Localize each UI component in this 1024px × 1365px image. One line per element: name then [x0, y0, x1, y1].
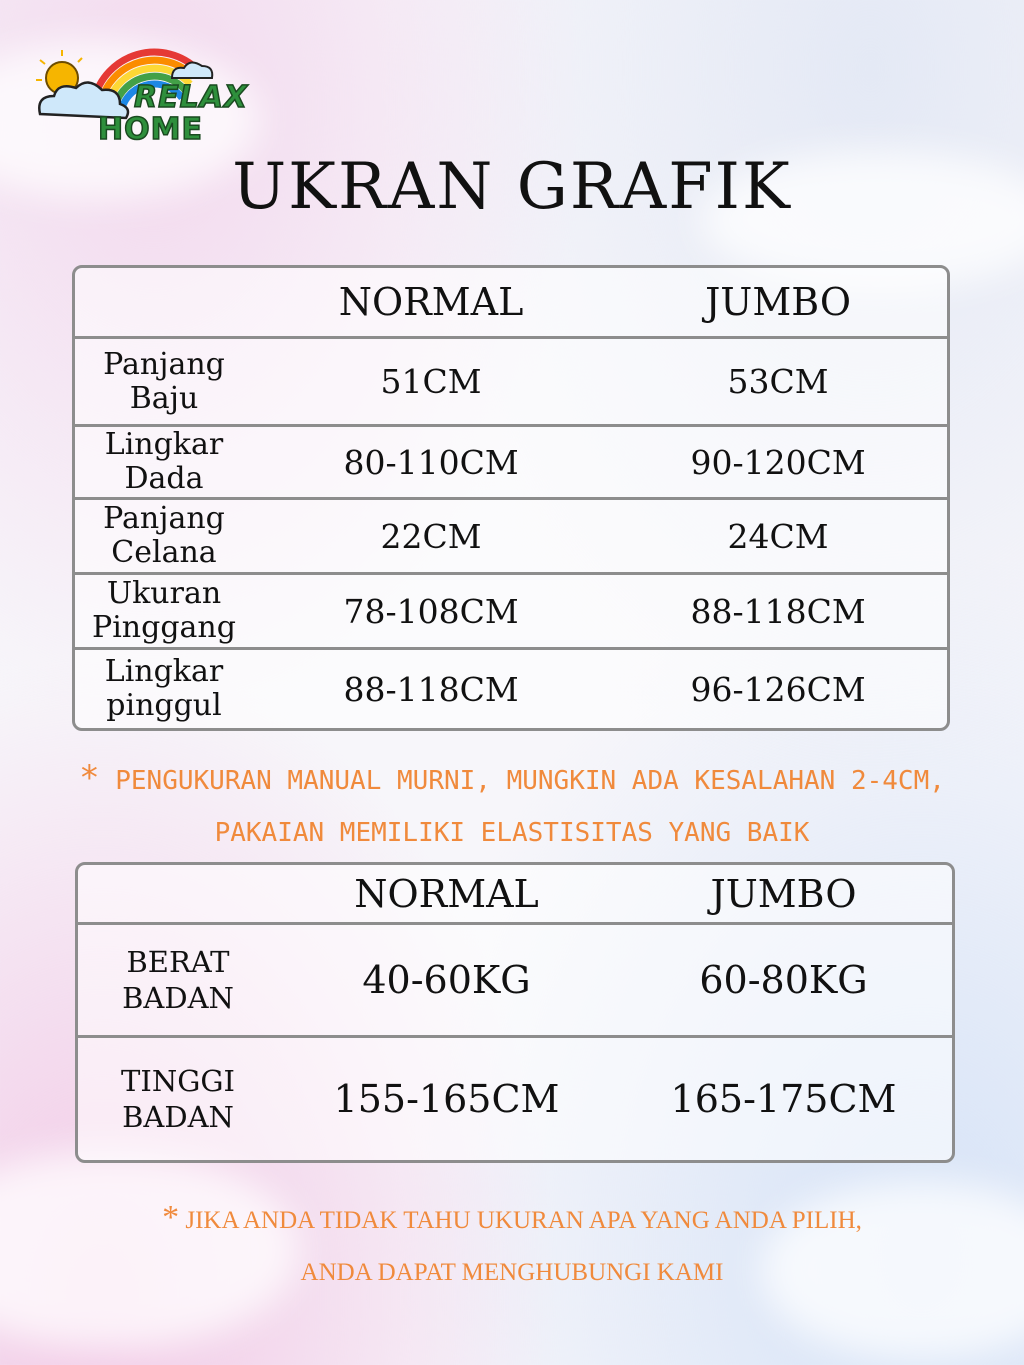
table-header-row [75, 268, 947, 339]
table-row [75, 500, 947, 575]
header-normal: NORMAL [253, 268, 609, 339]
table-row [75, 427, 947, 500]
note-line1: JIKA ANDA TIDAK TAHU UKURAN APA YANG ANDA PILIH, [185, 1207, 862, 1234]
normal-value: 40-60KG [278, 925, 615, 1038]
row-label: Panjang Celana [75, 500, 253, 575]
jumbo-value: 60-80KG [615, 925, 952, 1038]
header-jumbo: JUMBO [615, 865, 952, 925]
header-empty [78, 865, 278, 925]
jumbo-value: 53CM [609, 339, 947, 427]
normal-value: 80-110CM [253, 427, 609, 500]
jumbo-value: 24CM [609, 500, 947, 575]
measurement-note [0, 752, 1024, 859]
normal-value: 51CM [253, 339, 609, 427]
normal-value: 78-108CM [253, 575, 609, 650]
normal-value: 88-118CM [343, 669, 519, 709]
jumbo-value: 165-175CM [670, 1077, 897, 1121]
page-title: UKRAN GRAFIK [232, 150, 792, 224]
table-row [75, 339, 947, 427]
row-label: BERAT BADAN [78, 925, 278, 1038]
header-normal: NORMAL [278, 865, 615, 925]
row-label: Panjang Baju [75, 339, 253, 427]
jumbo-value: 90-120CM [609, 427, 947, 500]
row-label: Lingkar Dada [75, 427, 253, 500]
table-header-row [78, 865, 952, 925]
row-label: TINGGI BADAN [121, 1064, 235, 1134]
brand-name-line1: RELAX [134, 80, 249, 115]
normal-value: 155-165CM [333, 1077, 560, 1121]
brand-logo [32, 30, 249, 155]
table-row [75, 650, 947, 728]
note-line2: ANDA DAPAT MENGHUBUNGI KAMI [300, 1259, 724, 1286]
row-label: Lingkar pinggul [104, 654, 224, 723]
table-row [78, 925, 952, 1038]
header-jumbo: JUMBO [609, 268, 947, 339]
asterisk: * [79, 758, 100, 798]
brand-name-line2: HOME [98, 112, 203, 147]
size-chart-table [72, 265, 950, 731]
asterisk: * [162, 1199, 180, 1236]
note-line1: PENGUKURAN MANUAL MURNI, MUNGKIN ADA KESALAHAN 2-4CM, [115, 766, 945, 796]
header-empty [75, 268, 253, 339]
jumbo-value: 96-126CM [690, 669, 866, 709]
contact-note [0, 1192, 1024, 1299]
row-label: Ukuran Pinggang [75, 575, 253, 650]
table-row [75, 575, 947, 650]
normal-value: 22CM [253, 500, 609, 575]
table-row [78, 1038, 952, 1160]
jumbo-value: 88-118CM [609, 575, 947, 650]
note-line2: PAKAIAN MEMILIKI ELASTISITAS YANG BAIK [214, 818, 810, 848]
body-size-table [75, 862, 955, 1163]
